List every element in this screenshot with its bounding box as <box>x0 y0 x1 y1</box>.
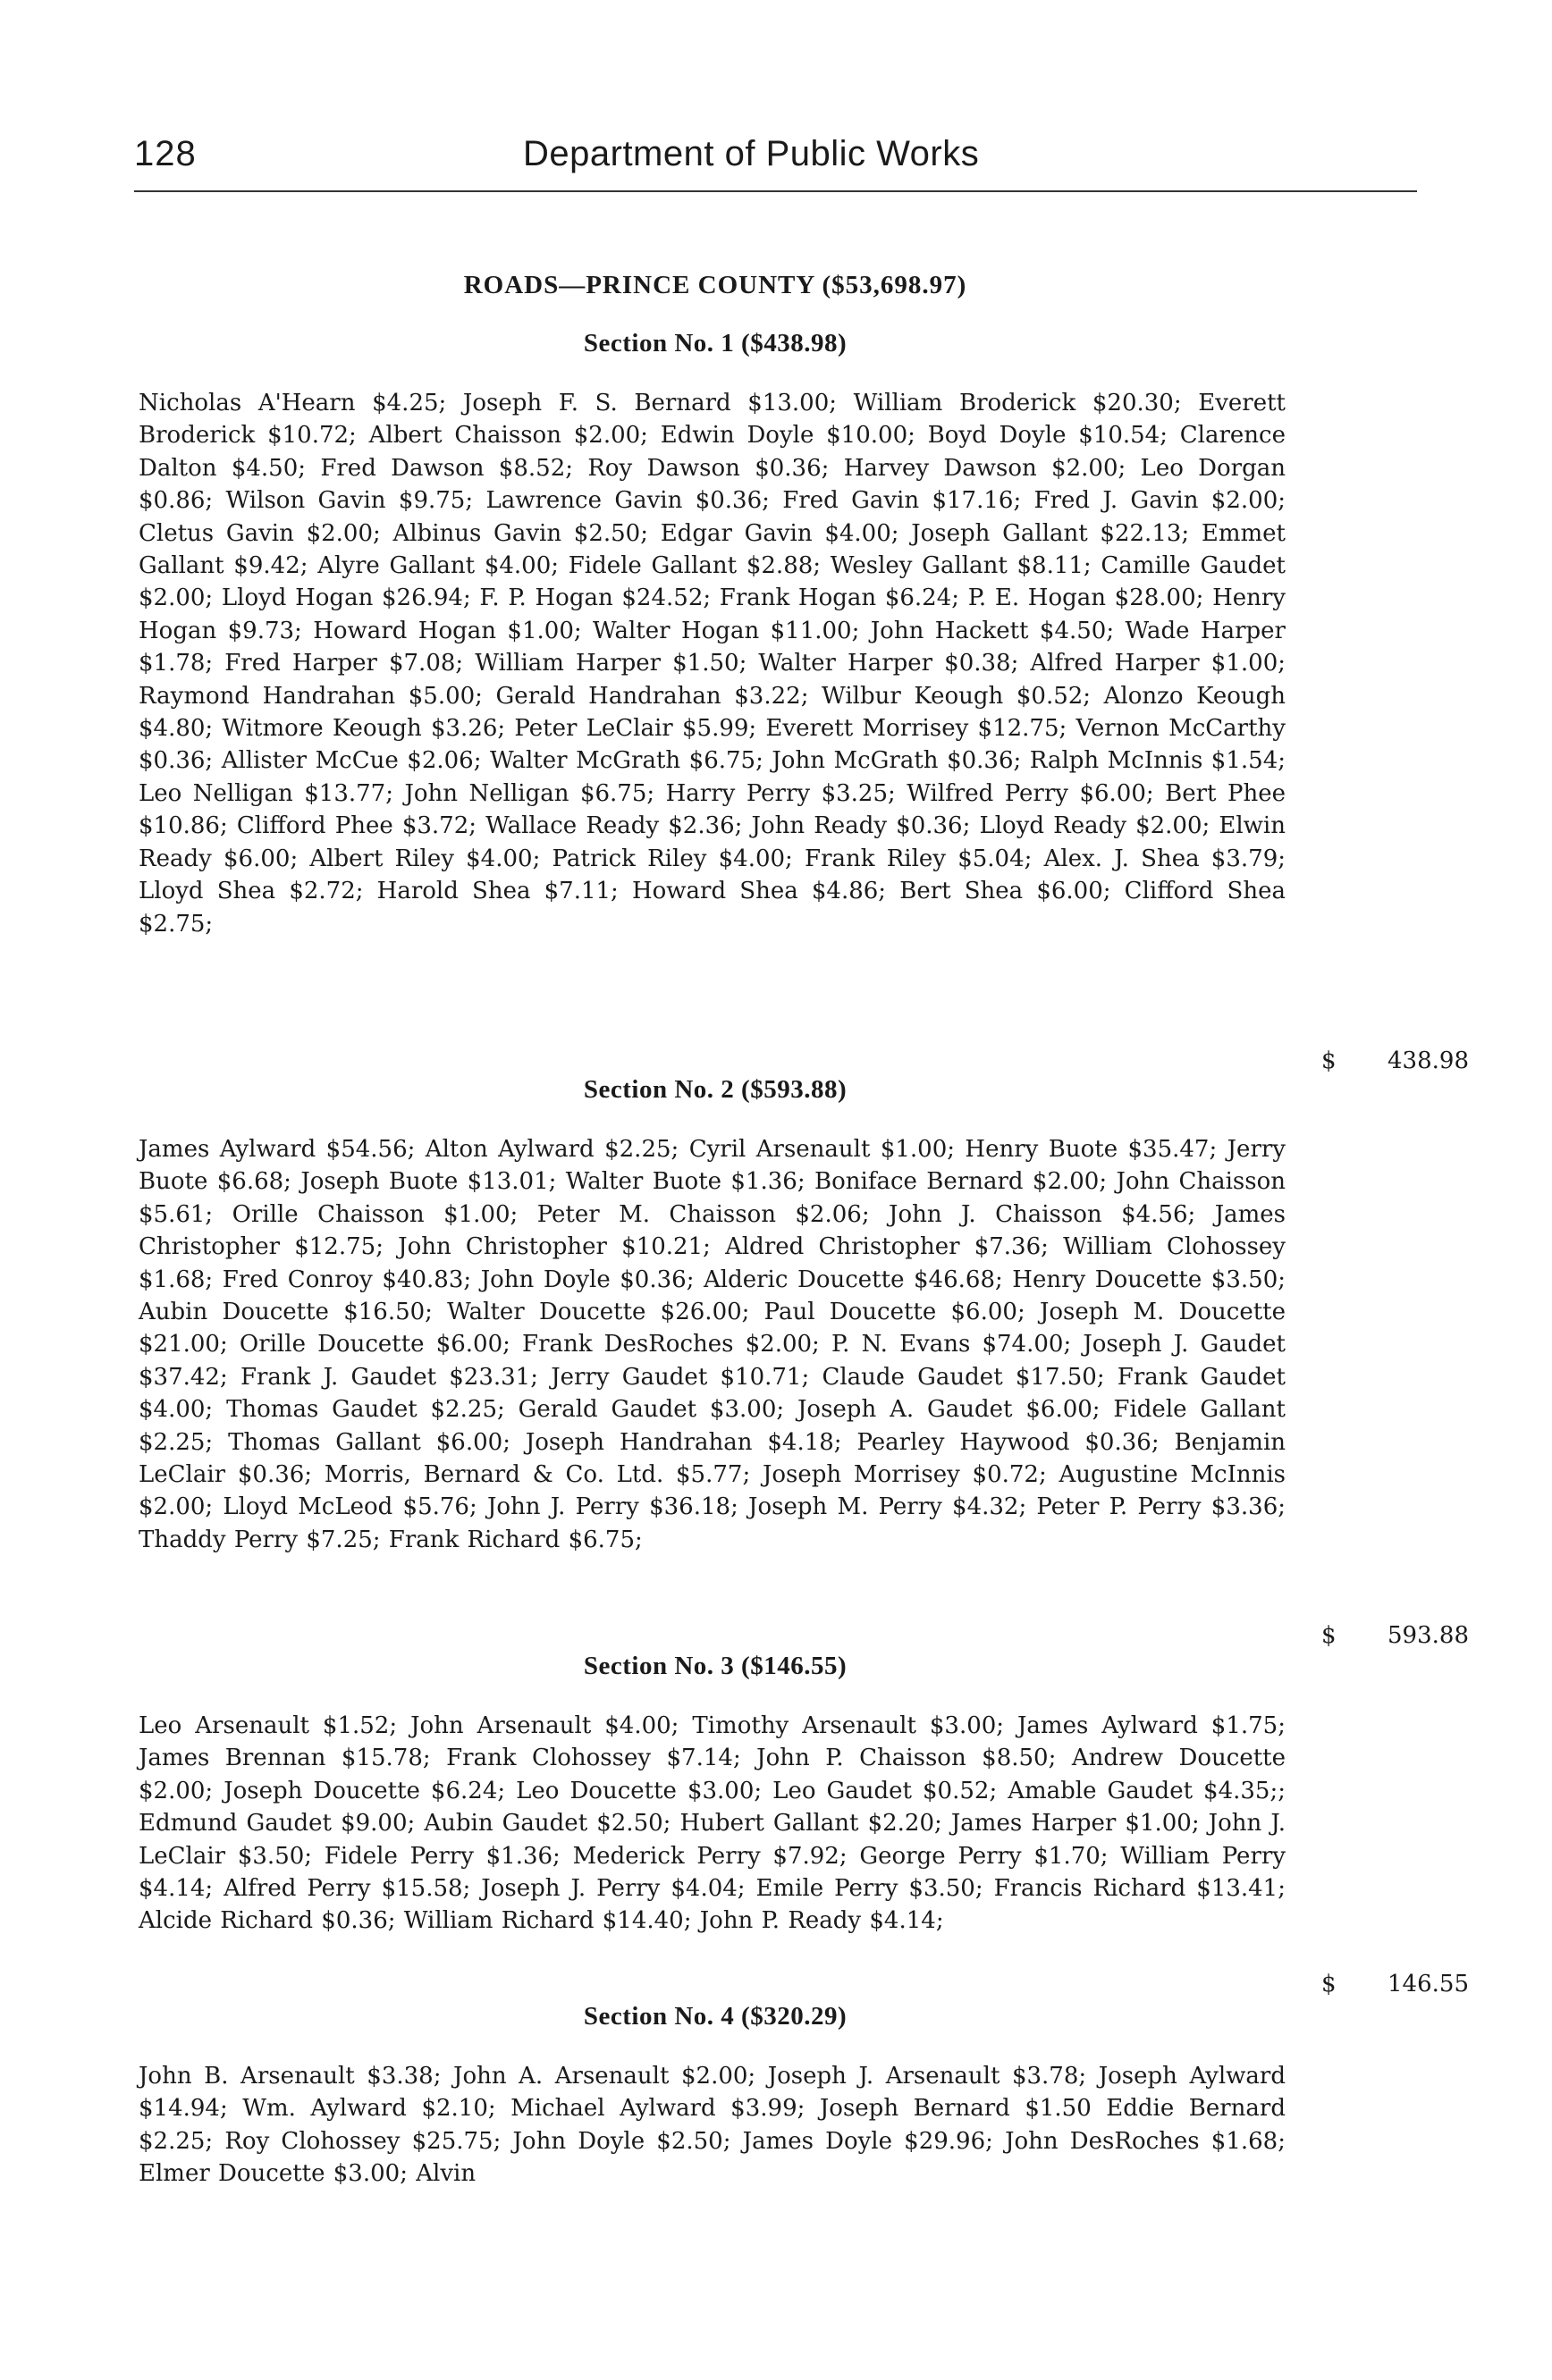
section-1-total <box>1321 1047 1469 1074</box>
section-3-body: Leo Arsenault $1.52; John Arsenault $4.00; Timothy Arsenault $3.00; James Aylward $1.75; James Brennan $15.78; Frank Clohossey $7.14; John P. Chaisson $8.50; Andrew Doucette $2.00; Joseph Doucette $6.24; Leo Doucette $3.00; Leo Gaudet $0.52; Amable Gaudet $4.35;; Edmund Gaudet $9.00; Aubin Gaudet $2.50; Hubert Gallant $2.20; James Harper $1.00; John J. LeClair $3.50; Fidele Perry $1.36; Mederick Perry $7.92; George Perry $1.70; William Perry $4.14; Alfred Perry $15.58; Joseph J. Perry $4.04; Emile Perry $3.50; Francis Richard $13.41; Alcide Richard $0.36; William Richard $14.40; John P. Ready $4.14; <box>139 1712 1286 1935</box>
running-title: Department of Public Works <box>523 134 980 173</box>
main-heading: ROADS—PRINCE COUNTY ($53,698.97) <box>463 271 967 299</box>
section-2-body: James Aylward $54.56; Alton Aylward $2.25; Cyril Arsenault $1.00; Henry Buote $35.47; Jerry Buote $6.68; Joseph Buote $13.01; Walter Buote $1.36; Boniface Bernard $2.00; John Chaisson $5.61; Orille Chaisson $1.00; Peter M. Chaisson $2.06; John J. Chaisson $4.56; James Christopher $12.75; John Christopher $10.21; Aldred Christopher $7.36; William Clohossey $1.68; Fred Conroy $40.83; John Doyle $0.36; Alderic Doucette $46.68; Henry Doucette $3.50; Aubin Doucette $16.50; Walter Doucette $26.00; Paul Doucette $6.00; Joseph M. Doucette $21.00; Orille Doucette $6.00; Frank DesRoches $2.00; P. N. Evans $74.00; Joseph J. Gaudet $37.42; Frank J. Gaudet $23.31; Jerry Gaudet $10.71; Claude Gaudet $17.50; Frank Gaudet $4.00; Thomas Gaudet $2.25; Gerald Gaudet $3.00; Joseph A. Gaudet $6.00; Fidele Gallant $2.25; Thomas Gallant $6.00; Joseph Handrahan $4.18; Pearley Haywood $0.36; Benjamin LeClair $0.36; Morris, Bernard & Co. Ltd. $5.77; Joseph Morrisey $0.72; Augustine McInnis $2.00; Lloyd McLeod $5.76; John J. Perry $36.18; Joseph M. Perry $4.32; Peter P. Perry $3.36; Thaddy Perry $7.25; Frank Richard $6.75; <box>139 1136 1286 1553</box>
section-4-body: John B. Arsenault $3.38; John A. Arsenault $2.00; Joseph J. Arsenault $3.78; Joseph Aylward $14.94; Wm. Aylward $2.10; Michael Aylward $3.99; Joseph Bernard $1.50 Eddie Bernard $2.25; Roy Clohossey $25.75; John Doyle $2.50; James Doyle $29.96; John DesRoches $1.68; Elmer Doucette $3.00; Alvin <box>139 2063 1286 2188</box>
section-3-total-currency: $ <box>1321 1971 1337 1997</box>
section-3-heading: Section No. 3 ($146.55) <box>583 1652 848 1680</box>
section-1-total-amount: 438.98 <box>1388 1047 1469 1074</box>
section-1-total-currency: $ <box>1321 1047 1337 1074</box>
page-number: 128 <box>134 134 197 173</box>
section-3-total-amount: 146.55 <box>1388 1971 1469 1997</box>
section-1-heading: Section No. 1 ($438.98) <box>583 329 848 357</box>
section-2-total <box>1321 1622 1469 1649</box>
section-2-heading: Section No. 2 ($593.88) <box>583 1075 848 1104</box>
section-1-body: Nicholas A'Hearn $4.25; Joseph F. S. Bernard $13.00; William Broderick $20.30; Everett Broderick $10.72; Albert Chaisson $2.00; Edwin Doyle $10.00; Boyd Doyle $10.54; Clarence Dalton $4.50; Fred Dawson $8.52; Roy Dawson $0.36; Harvey Dawson $2.00; Leo Dorgan $0.86; Wilson Gavin $9.75; Lawrence Gavin $0.36; Fred Gavin $17.16; Fred J. Gavin $2.00; Cletus Gavin $2.00; Albinus Gavin $2.50; Edgar Gavin $4.00; Joseph Gallant $22.13; Emmet Gallant $9.42; Alyre Gallant $4.00; Fidele Gallant $2.88; Wesley Gallant $8.11; Camille Gaudet $2.00; Lloyd Hogan $26.94; F. P. Hogan $24.52; Frank Hogan $6.24; P. E. Hogan $28.00; Henry Hogan $9.73; Howard Hogan $1.00; Walter Hogan $11.00; John Hackett $4.50; Wade Harper $1.78; Fred Harper $7.08; William Harper $1.50; Walter Harper $0.38; Alfred Harper $1.00; Raymond Handrahan $5.00; Gerald Handrahan $3.22; Wilbur Keough $0.52; Alonzo Keough $4.80; Witmore Keough $3.26; Peter LeClair $5.99; Everett Morrisey $12.75; Vernon McCarthy $0.36; Allister McCue $2.06; Walter McGrath $6.75; John McGrath $0.36; Ralph McInnis $1.54; Leo Nelligan $13.77; John Nelligan $6.75; Harry Perry $3.25; Wilfred Perry $6.00; Bert Phee $10.86; Clifford Phee $3.72; Wallace Ready $2.36; John Ready $0.36; Lloyd Ready $2.00; Elwin Ready $6.00; Albert Riley $4.00; Patrick Riley $4.00; Frank Riley $5.04; Alex. J. Shea $3.79; Lloyd Shea $2.72; Harold Shea $7.11; Howard Shea $4.86; Bert Shea $6.00; Clifford Shea $2.75; <box>139 390 1286 938</box>
section-2-total-currency: $ <box>1321 1622 1337 1649</box>
section-4-heading: Section No. 4 ($320.29) <box>583 2002 848 2031</box>
header-rule <box>134 190 1417 192</box>
section-2-total-amount: 593.88 <box>1388 1622 1469 1649</box>
section-3-total <box>1321 1971 1469 1997</box>
